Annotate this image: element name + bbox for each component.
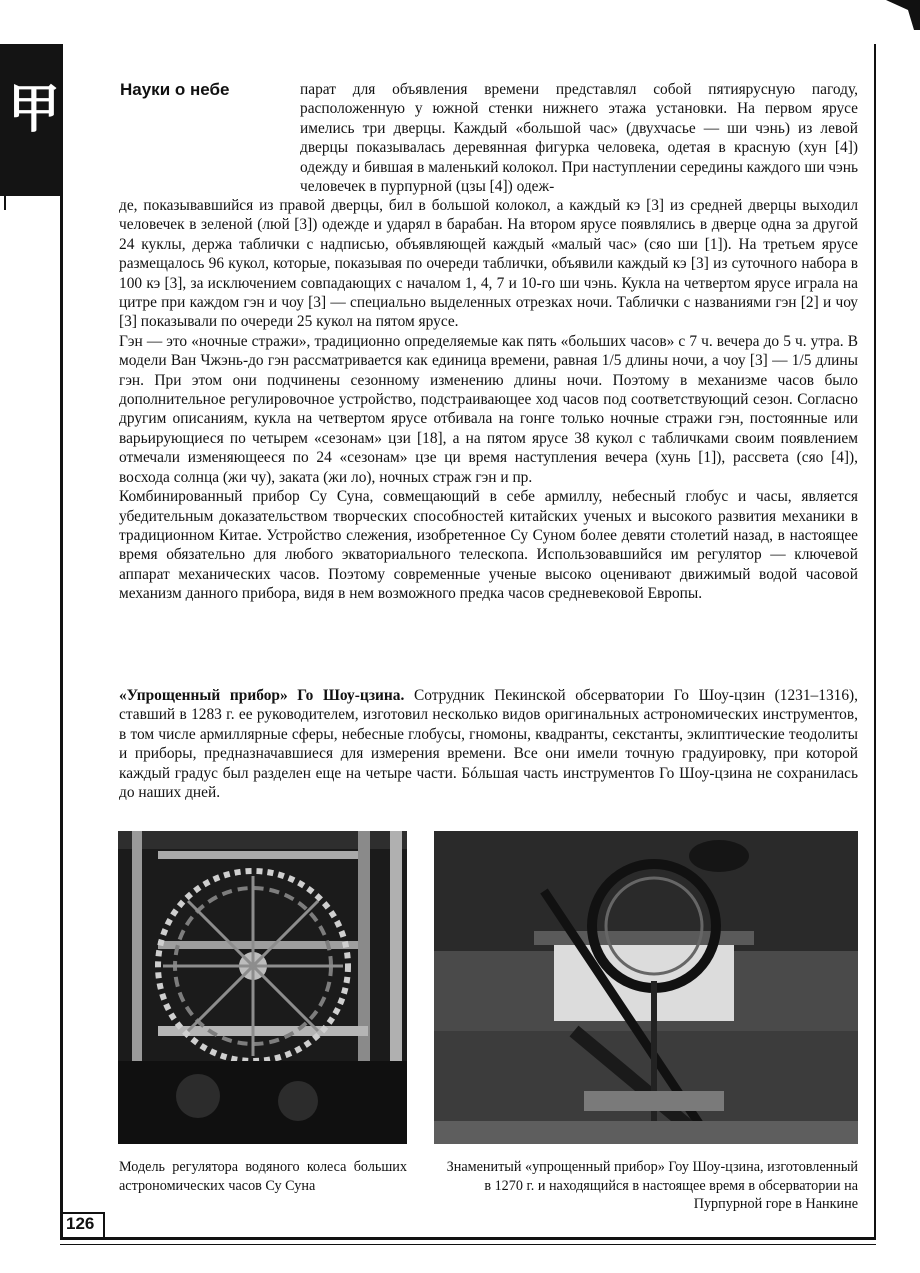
paragraph: Гэн — это «ночные стражи», традиционно определяемые как пять «больших часов» с 7 ч. вечера до 5 ч. утра. В модели Ван Чжэнь-до гэн рассматривается как единица времени, равная 1/5 длины ночи, а чоу [3] — 1/5 длины гэн. При этом они подчинены сезонному изменению длины ночи. Поэтому в механизме часов было дополнительное регулировочное устройство, подстраивающее ход часов под соответствующий сезон. Согласно другим описаниям, кукла на четвертом ярусе отбивала на гонге только ночные стражи гэн, постоянные или варьирующиеся по четырем «сезонам» цзи [18], а на пятом ярусе 38 кукол с табличками своим появлением отмечали изменяющееся по 24 «сезонам» цзе ци время наступления вечера (хунь [1]), рассвета (сяо [4]), восхода солнца (жи чу), заката (жи ло), ночных страж гэн и пр. <box>119 332 858 486</box>
paragraph <box>119 686 858 802</box>
paragraph-heading: «Упрощенный прибор» Го Шоу-цзина. <box>119 687 405 704</box>
frame-right-rule <box>874 44 876 1239</box>
frame-left-rule <box>60 44 63 1239</box>
frame-bottom-rule-thin <box>60 1244 876 1245</box>
text-top: парат для объявления времени представлял собой пятиярусную пагоду, расположенную у южной стенки нижнего этажа установки. На первом ярусе имелись три дверцы. Каждый «большой час» (двухчасье — ши чэнь) из левой дверцы показывалась деревянная фигурка человека, одетая в красную (хун [4]) одежду и бившая в маленький колокол. При наступлении середины каждого ши чэнь человечек в пурпурной (цзы [4]) одеж- <box>300 81 858 196</box>
photo-water-wheel-model <box>118 831 407 1144</box>
paragraph: де, показывавшийся из правой дверцы, бил в большой колокол, а каждый кэ [3] из средней дверцы выходил человечек в зеленой (люй [3]) одежде и ударял в барабан. На втором ярусе появлялись в дверце одна за другой 24 куклы, держа таблички с надписью, объявляющей каждый «малый час» (сяо ши [1]). На третьем ярусе размещалось 96 кукол, которые, показывая по очереди таблички, объявили каждый кэ [3] из суточного набора в 100 кэ [3], за исключением совпадающих с началом 1, 4, 7 и 10-го ши чэнь. Кукла на четвертом ярусе играла на цитре при каждом гэн и чоу [3] — специально выделенных отрезках ночи. Таблички с названиями гэн [2] и чоу [3] показывали по очереди 25 кукол на пятом ярусе. <box>119 197 858 331</box>
chapter-glyph: 甲 <box>8 82 61 139</box>
frame-bottom-rule <box>60 1237 876 1240</box>
section-guo-shoujing <box>119 686 858 802</box>
figure-caption: Знаменитый «упрощенный прибор» Гоу Шоу-цзина, изготовленный в 1270 г. и находящийся в настоящее время в обсерватории на Пурпурной горе в Нанкине <box>446 1159 858 1212</box>
photo-simplified-instrument <box>434 831 858 1144</box>
corner-mark <box>886 0 920 30</box>
section-title: Науки о небе <box>120 80 230 99</box>
figure-caption: Модель регулятора водяного колеса больших астрономических часов Су Суна <box>119 1159 407 1194</box>
page-number: 126 <box>66 1214 95 1233</box>
paragraph: Комбинированный прибор Су Суна, совмещающий в себе армиллу, небесный глобус и часы, является убедительным доказательством творческих способностей китайских ученых и высокого развития механики в традиционном Китае. Устройство слежения, изобретенное Су Суном более девяти столетий назад, в настоящее время обязательно для любого экваториального телескопа. Использовавшийся им регулятор — ключевой аппарат механических часов. Поэтому современные ученые высоко оценивают движимый водой часовой механизм данного прибора, видя в нем возможного предка часов средневековой Европы. <box>119 488 858 603</box>
text-main <box>119 196 858 604</box>
paragraph-body: Сотрудник Пекинской обсерватории Го Шоу-цзин (1231–1316), ставший в 1283 г. ее руководителем, изготовил несколько видов оригинальных астрономических инструментов, в том числе армиллярные сферы, небесные глобусы, гномоны, квадранты, секстанты, эклиптические теодолиты и приборы, предназначавшиеся для измерения времени. Все они имели точную градуировку, при которой каждый градус был разделен еще на четыре части. Бóльшая часть инструментов Го Шоу-цзина не сохранилась до наших дней. <box>119 687 858 802</box>
side-tick <box>4 196 6 210</box>
